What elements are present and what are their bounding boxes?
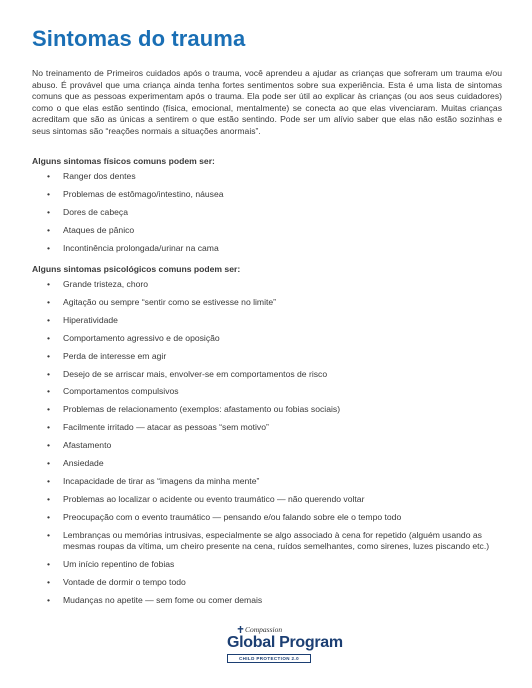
list-item: [32, 440, 507, 451]
list-item: [32, 297, 507, 308]
list-item-text: Agitação ou sempre “sentir como se estivesse no limite”: [63, 296, 277, 307]
list-item-text: Ansiedade: [63, 458, 104, 469]
bullet-icon: •: [47, 559, 51, 569]
list-item-text: Mudanças no apetite — sem fome ou comer demais: [63, 594, 263, 605]
list-item-text: Grande tristeza, choro: [63, 279, 149, 289]
list-item-text: Perda de interesse em agir: [63, 350, 167, 361]
bullet-icon: •: [47, 188, 51, 199]
bullet-icon: •: [47, 242, 51, 253]
list-item: [32, 530, 507, 553]
list-item-text: Hiperatividade: [63, 314, 118, 325]
list-item: [32, 494, 507, 505]
page-title: Sintomas do trauma: [32, 26, 246, 51]
list-item-text: Incontinência prolongada/urinar na cama: [63, 242, 219, 253]
list-item: [32, 351, 507, 362]
logo-main-text: Global Program: [227, 634, 343, 651]
list-item-text: Ataques de pânico: [63, 224, 135, 235]
list-item-text: Ranger dos dentes: [63, 171, 136, 181]
bullet-icon: •: [47, 458, 51, 469]
list-item: [32, 458, 507, 469]
list-item: [32, 559, 507, 570]
bullet-icon: •: [47, 511, 51, 522]
list-item: [32, 243, 507, 254]
list-item-text: Dores de cabeça: [63, 206, 128, 217]
bullet-icon: •: [47, 279, 51, 289]
bullet-icon: •: [47, 206, 51, 217]
list-item-text: Desejo de se arriscar mais, envolver-se em comportamentos de risco: [63, 368, 328, 379]
cross-icon: [237, 626, 244, 633]
bullet-icon: •: [47, 332, 51, 343]
list-item: [32, 476, 507, 487]
list-item-text: Problemas de relacionamento (exemplos: afastamento ou fobias sociais): [63, 404, 341, 415]
list-item: [32, 315, 507, 326]
list-item-text: Preocupação com o evento traumático — pensando e/ou falando sobre ele o tempo todo: [63, 511, 402, 522]
list-item: [32, 279, 507, 290]
list-item: [32, 404, 507, 415]
list-item: [32, 512, 507, 523]
list-item: [32, 369, 507, 380]
bullet-icon: •: [47, 171, 51, 181]
list-item-text: Lembranças ou memórias intrusivas, especialmente se algo associado à cena for repetido (alguém usando as mesmas roupas da vítima, um cheiro presente na cena, ruídos semelhantes, como sirenes, luzes piscando etc.): [63, 529, 490, 552]
list-item-text: Comportamentos compulsivos: [63, 386, 179, 397]
list-item-text: Afastamento: [63, 440, 112, 451]
list-item: [32, 422, 507, 433]
bullet-icon: •: [47, 350, 51, 361]
bullet-icon: •: [47, 296, 51, 307]
list-item: [32, 595, 507, 606]
intro-paragraph: No treinamento de Primeiros cuidados após o trauma, você aprendeu a ajudar as crianças que sofreram um trauma e/ou abuso. É provável que uma criança ainda tenha fortes sentimentos sobre sua experiência. Esta é uma lista de sintomas comuns que as pessoas experimentam após o trauma. Ela pode ser útil ao explicar às crianças (ou aos seus cuidadores) como o que elas estão sentindo (física, emocional, mentalmente) se conecta ao que elas vivenciaram. Muitas crianças acreditam que são as únicas a sentirem o que estão sentindo. Pode ser um alívio saber que elas não estão sozinhas e seus sintomas são “reações normais a situações anormais”.: [32, 68, 502, 136]
list-item: [32, 333, 507, 344]
list-item: [32, 577, 507, 588]
list-item-text: Facilmente irritado — atacar as pessoas “sem motivo”: [63, 422, 269, 433]
bullet-icon: •: [47, 224, 51, 235]
list-item-text: Um início repentino de fobias: [63, 559, 175, 569]
psychological-symptoms-heading: Alguns sintomas psicológicos comuns podem ser:: [32, 264, 241, 274]
list-item: [32, 171, 507, 182]
physical-symptoms-heading: Alguns sintomas físicos comuns podem ser:: [32, 156, 215, 166]
list-item-text: Vontade de dormir o tempo todo: [63, 576, 186, 587]
bullet-icon: •: [47, 594, 51, 605]
logo-compassion-text: Compassion: [245, 625, 283, 634]
global-program-logo: [227, 625, 343, 671]
list-item: [32, 225, 507, 236]
bullet-icon: •: [47, 475, 51, 486]
bullet-icon: •: [47, 576, 51, 587]
list-item: [32, 189, 507, 200]
list-item-text: Comportamento agressivo e de oposição: [63, 332, 220, 343]
physical-symptoms-list: [32, 171, 507, 261]
list-item-text: Problemas ao localizar o acidente ou evento traumático — não querendo voltar: [63, 493, 365, 504]
bullet-icon: •: [47, 529, 51, 540]
list-item-text: Problemas de estômago/intestino, náusea: [63, 188, 224, 199]
bullet-icon: •: [47, 314, 51, 325]
list-item: [32, 386, 507, 397]
bullet-icon: •: [47, 440, 51, 451]
bullet-icon: •: [47, 422, 51, 433]
psychological-symptoms-list: [32, 279, 507, 613]
bullet-icon: •: [47, 368, 51, 379]
bullet-icon: •: [47, 493, 51, 504]
bullet-icon: •: [47, 404, 51, 415]
logo-sub-text: CHILD PROTECTION 2.0: [227, 654, 311, 663]
list-item-text: Incapacidade de tirar as “imagens da minha mente”: [63, 475, 260, 486]
list-item: [32, 207, 507, 218]
bullet-icon: •: [47, 386, 51, 397]
